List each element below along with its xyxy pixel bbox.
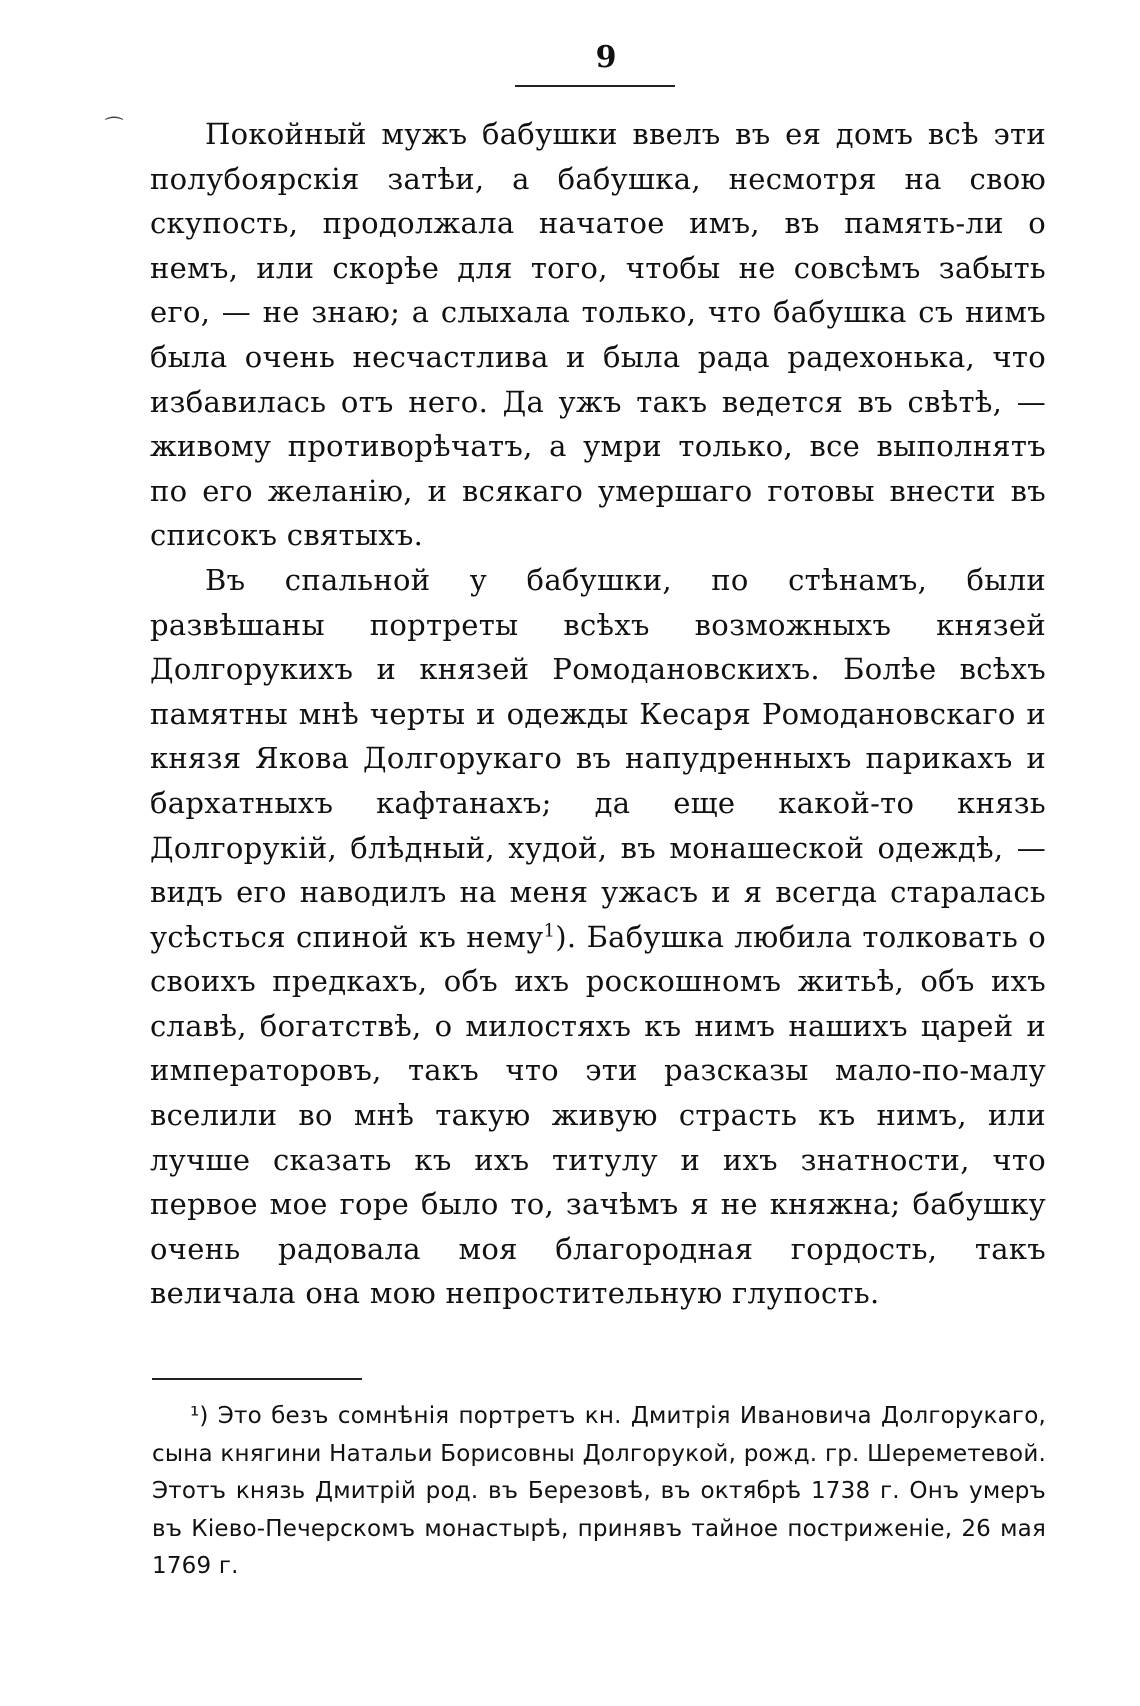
paragraph-2-text-after: ). Бабушка любила толковать о своихъ предкахъ, объ ихъ роскошномъ житьѣ, объ ихъ славѣ, богатствѣ, о милостяхъ къ нимъ нашихъ царей и императоровъ, такъ что эти разсказы мало-по-малу вселили во мнѣ такую живую страсть къ нимъ, или лучше сказать къ ихъ титулу и ихъ знатности, что первое мое горе было то, зачѣмъ я не княжна; бабушку очень радовала моя благородная гордость, такъ величала она мою непростительную глупость. (150, 919, 1046, 1311)
footnote-reference: 1 (543, 920, 556, 942)
paragraph-2-text-before: Въ спальной у бабушки, по стѣнамъ, были развѣшаны портреты всѣхъ возможныхъ князей Долгорукихъ и князей Ромодановскихъ. Болѣе всѣхъ памятны мнѣ черты и одежды Кесаря Ромодановскаго и князя Якова Долгорукаго въ напудренныхъ парикахъ и бархатныхъ кафтанахъ; да еще какой-то князь Долгорукій, блѣдный, худой, въ монашеской одеждѣ, — видъ его наводилъ на меня ужасъ и я всегда старалась усѣсться спиной къ нему (150, 562, 1046, 954)
paragraph-1: Покойный мужъ бабушки ввелъ въ ея домъ всѣ эти полубоярскія затѣи, а бабушка, несмотря на свою скупость, продолжала начатое имъ, въ память-ли о немъ, или скорѣе для того, чтобы не совсѣмъ забыть его, — не знаю; а слыхала только, что бабушка съ нимъ была очень несчастлива и была рада радехонька, что избавилась отъ него. Да ужъ такъ ведется въ свѣтѣ, — живому противорѣчатъ, а умри только, все выполнятъ по его желанію, и всякаго умершаго готовы внести въ списокъ святыхъ. (150, 117, 1046, 553)
body-text (150, 112, 1046, 1316)
paragraph-2 (150, 558, 1046, 1316)
footnote-rule (152, 1378, 362, 1380)
footnote-text: Это безъ сомнѣнія портретъ кн. Дмитрія Ивановича Долгорукаго, сына княгини Натальи Борисовны Долгорукой, рожд. гр. Шереметевой. Этотъ князь Дмитрій род. въ Березовѣ, въ октябрѣ 1738 г. Онъ умеръ въ Кіево-Печерскомъ монастырѣ, принявъ тайное постриженіе, 26 мая 1769 г. (152, 1403, 1046, 1579)
footnote-marker: ¹) (190, 1403, 209, 1429)
margin-mark: ⁀ (106, 116, 123, 140)
footnote (152, 1398, 1046, 1586)
header-rule (515, 85, 675, 87)
page-number: 9 (595, 40, 617, 75)
